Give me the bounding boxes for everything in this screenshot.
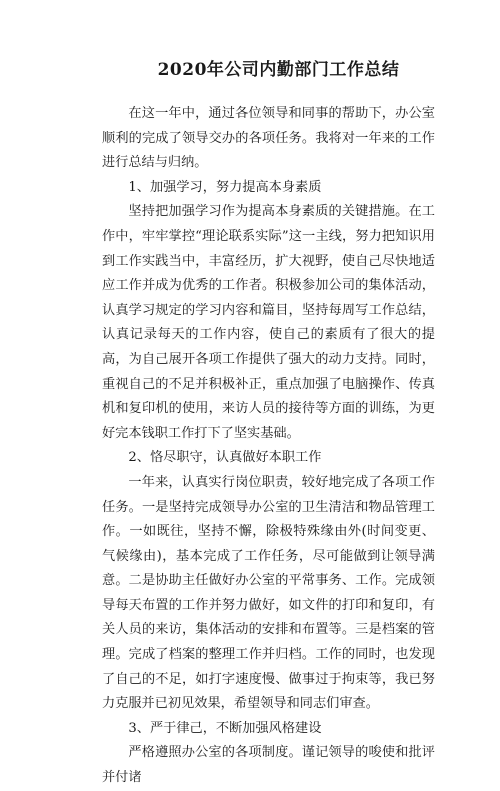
section-1-heading: 1、加强学习，努力提高本身素质 [128,179,322,195]
section-3-heading: 3、严于律己，不断加强风格建设 [128,720,322,736]
document-title: 2020年公司内勤部门工作总结 [157,60,400,80]
section-2-body: 一年来，认真实行岗位职责，较好地完成了各项工作任务。一是坚持完成领导办公室的卫生清洁和物品管理工作。一如既往，坚持不懈，除极特殊缘由外(时间变更、气候缘由)，基本完成了工作任务，尽可能做到让领导满意。二是协助主任做好办公室的平常事务、工作。完成领导每天布置的工作并努力做好，如文件的打印和复印，有关人员的来访，集体活动的安排和布置等。三是档案的管理。完成了档案的整理工作并归档。工作的同时，也发现了自己的不足，如打字速度慢、做事过于拘束等，我已努力克服并已初见效果，希望领导和同志们审查。 [102,474,435,712]
section-3-body: 严格遵照办公室的各项制度。谨记领导的唆使和批评并付诸 [102,745,435,786]
section-1-body: 坚持把加强学习作为提高本身素质的关键措施。在工作中，牢牢掌控“理论联系实际”这一主线，努力把知识用到工作实践当中，丰富经历，扩大视野，使自己尽快地适应工作并成为优秀的工作者。积极参加公司的集体活动，认真学习规定的学习内容和篇目，坚持每周写工作总结，认真记录每天的工作内容，使自己的素质有了很大的提高，为自己展开各项工作提供了强大的动力支持。同时，重视自己的不足并积极补正，重点加强了电脑操作、传真机和复印机的使用，来访人员的接待等方面的训练，为更好完本钱职工作打下了坚实基础。 [102,204,435,441]
intro-paragraph: 在这一年中，通过各位领导和同事的帮助下，办公室顺利的完成了领导交办的各项任务。我将对一年来的工作进行总结与归纳。 [102,106,435,171]
section-2-heading: 2、恪尽职守，认真做好本职工作 [128,450,322,466]
